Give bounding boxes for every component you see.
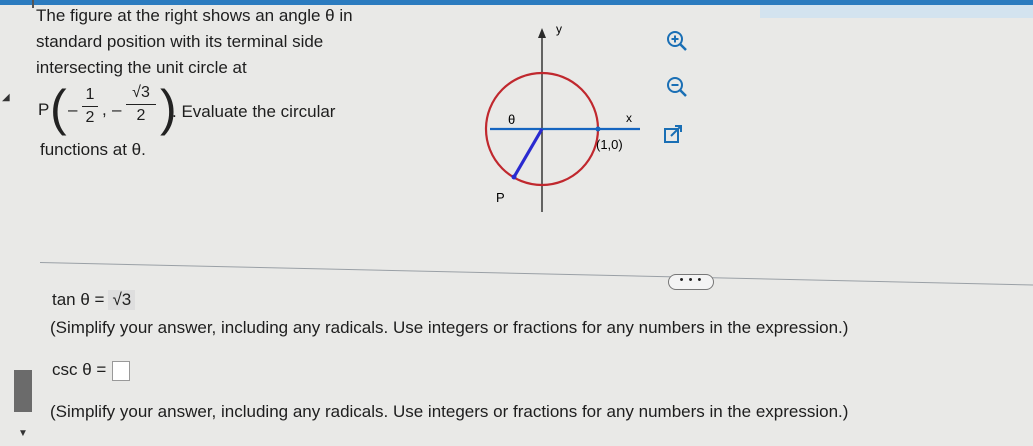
y-axis-arrow bbox=[538, 28, 546, 38]
section-divider bbox=[40, 262, 1033, 286]
point-1-0-label: (1,0) bbox=[596, 137, 623, 152]
comma: , bbox=[102, 100, 107, 119]
right-paren: ) bbox=[160, 80, 177, 136]
tan-answer-input[interactable]: √3 bbox=[108, 290, 135, 310]
x-numerator: 1 bbox=[85, 86, 95, 103]
instruction-1: (Simplify your answer, including any radicals. Use integers or fractions for any numbers in the expression.) bbox=[50, 318, 849, 337]
x-fraction bbox=[82, 86, 98, 127]
fraction-bar bbox=[82, 106, 98, 107]
tan-label: tan θ = bbox=[52, 290, 105, 309]
y-fraction bbox=[126, 84, 156, 125]
popout-icon[interactable] bbox=[662, 124, 684, 146]
x-axis-label: x bbox=[626, 111, 632, 125]
unit-circle-figure bbox=[456, 16, 656, 216]
top-left-marker bbox=[32, 0, 34, 8]
fraction-bar bbox=[126, 104, 156, 105]
csc-answer-input[interactable] bbox=[112, 361, 130, 381]
csc-answer-row bbox=[52, 360, 130, 381]
theta-label: θ bbox=[508, 112, 516, 127]
left-caret-icon: ◢ bbox=[2, 92, 10, 103]
y-minus-sign: – bbox=[112, 100, 122, 119]
down-caret-icon: ▼ bbox=[18, 428, 28, 439]
after-point-text: . Evaluate the circular bbox=[172, 102, 336, 121]
y-numerator: √3 bbox=[132, 84, 150, 101]
point-p-marker bbox=[512, 175, 517, 180]
top-accent-bar bbox=[0, 0, 1033, 5]
zoom-out-icon[interactable] bbox=[666, 76, 688, 98]
y-axis-label: y bbox=[556, 22, 562, 36]
tan-answer-row bbox=[52, 290, 135, 310]
zoom-in-icon[interactable] bbox=[666, 30, 688, 52]
question-line-2: standard position with its terminal side bbox=[36, 32, 324, 51]
more-options-button[interactable]: • • • bbox=[668, 274, 714, 290]
instruction-2: (Simplify your answer, including any radicals. Use integers or fractions for any numbers in the expression.) bbox=[50, 402, 849, 421]
terminal-side bbox=[514, 129, 542, 177]
point-label: P bbox=[38, 100, 50, 119]
x-minus-sign: – bbox=[68, 100, 78, 119]
left-paren: ( bbox=[50, 80, 67, 136]
y-denominator: 2 bbox=[136, 107, 146, 124]
point-p-label: P bbox=[496, 190, 505, 205]
x-denominator: 2 bbox=[85, 109, 95, 126]
question-line-last: functions at θ. bbox=[40, 140, 146, 159]
point-1-0-marker bbox=[596, 127, 601, 132]
question-line-3: intersecting the unit circle at bbox=[36, 58, 247, 77]
question-line-1: The figure at the right shows an angle θ in bbox=[36, 6, 353, 25]
csc-label: csc θ = bbox=[52, 360, 107, 379]
side-scroll-block bbox=[14, 370, 32, 412]
